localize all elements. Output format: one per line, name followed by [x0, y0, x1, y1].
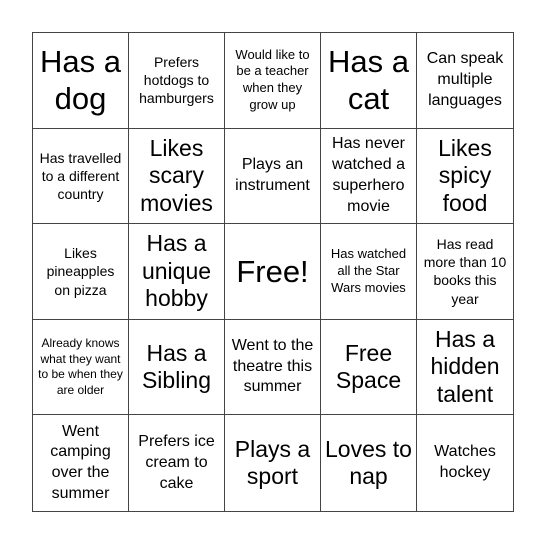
bingo-cell-prefers-hotdogs[interactable]: Prefers hotdogs to hamburgers [129, 33, 225, 129]
bingo-cell-travelled[interactable]: Has travelled to a different country [33, 129, 129, 225]
bingo-cell-hockey[interactable]: Watches hockey [434, 443, 496, 482]
bingo-cell-unique-hobby[interactable]: Has a unique hobby [129, 224, 225, 320]
bingo-cell-languages[interactable]: Can speak multiple languages [417, 33, 513, 129]
bingo-cell-scary-movies[interactable]: Likes scary movies [129, 129, 225, 225]
bingo-cell-spicy-food[interactable]: Likes spicy food [417, 129, 513, 225]
bingo-cell-teacher[interactable]: Would like to be a teacher when they grow up [225, 33, 321, 129]
bingo-cell-sibling[interactable]: Has a Sibling [129, 320, 225, 416]
bingo-cell-pineapple-pizza[interactable]: Likes pineapples on pizza [33, 224, 129, 320]
bingo-cell-ice-cream[interactable]: Prefers ice cream to cake [129, 415, 225, 511]
bingo-cell-free[interactable]: Free! [225, 224, 321, 320]
bingo-cell-star-wars[interactable]: Has watched all the Star Wars movies [321, 224, 417, 320]
bingo-cell-sport[interactable]: Plays a sport [225, 415, 321, 511]
bingo-cell-theatre[interactable]: Went to the theatre this summer [225, 320, 321, 416]
bingo-cell-nap[interactable]: Loves to nap [321, 415, 417, 511]
bingo-cell-hidden-talent[interactable]: Has a hidden talent [417, 320, 513, 416]
bingo-cell-free-space[interactable]: Free Space [321, 320, 417, 416]
bingo-cell-knows-career[interactable]: Already knows what they want to be when they are older [33, 320, 129, 416]
bingo-cell-instrument[interactable]: Plays an instrument [225, 129, 321, 225]
bingo-cell-camping[interactable]: Went camping over the summer [33, 415, 129, 511]
bingo-cell-has-a-cat[interactable]: Has a cat [321, 33, 417, 129]
bingo-cell-read-books[interactable]: Has read more than 10 books this year [417, 224, 513, 320]
bingo-board [32, 32, 514, 512]
bingo-cell-has-a-dog[interactable]: Has a dog [33, 33, 129, 129]
bingo-cell-superhero[interactable]: Has never watched a superhero movie [321, 129, 417, 225]
